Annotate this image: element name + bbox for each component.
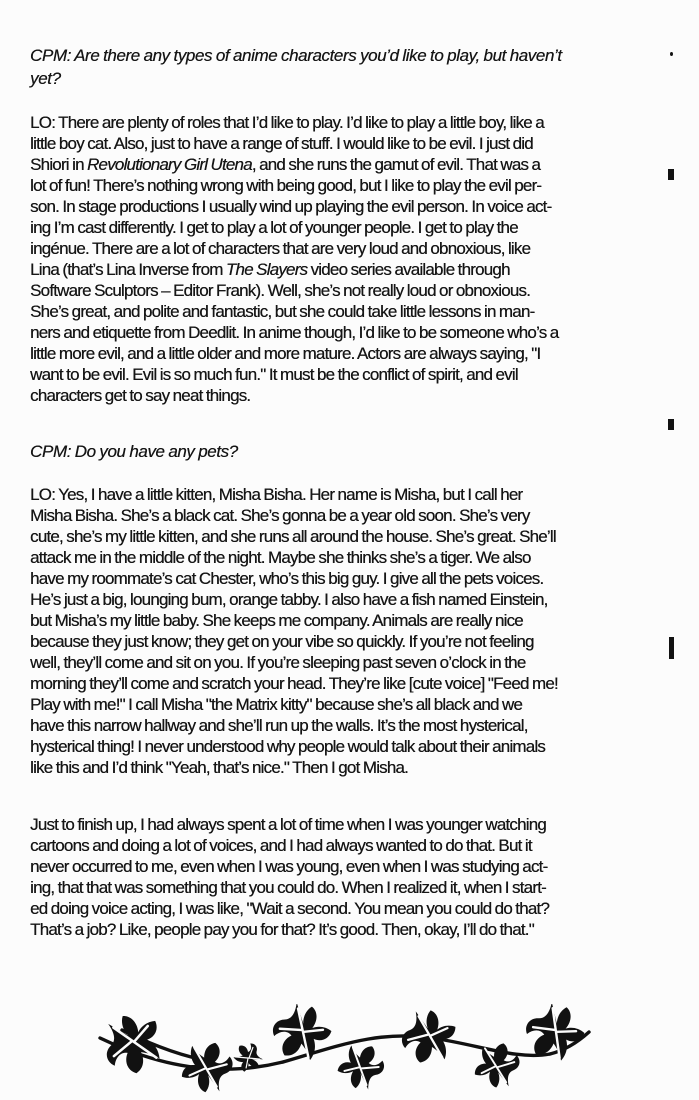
text-line: attack me in the middle of the night. Maybe she thinks she’s a tiger. We also <box>30 548 531 567</box>
text-line: Lina (that’s Lina Inverse from The Slayers video series available through <box>30 260 510 279</box>
text-line: CPM: Are there any types of anime characters you’d like to play, but haven’t <box>30 46 562 65</box>
text-line: like this and I’d think "Yeah, that’s nice." Then I got Misha. <box>30 758 408 777</box>
text-line: little more evil, and a little older and more mature. Actors are always saying, "I <box>30 344 541 363</box>
text-line: That’s a job? Like, people pay you for that? It’s good. Then, okay, I’ll do that." <box>30 920 534 939</box>
scan-artifact-mark <box>668 419 674 430</box>
interview-answer-1 <box>30 112 680 406</box>
text-line: characters get to say neat things. <box>30 386 251 405</box>
scan-artifact-mark <box>669 637 674 659</box>
text-line: Misha Bisha. She’s a black cat. She’s gonna be a year old soon. She’s very <box>30 506 530 525</box>
text-line: Just to finish up, I had always spent a lot of time when I was younger watching <box>30 815 546 834</box>
text-line: well, they’ll come and sit on you. If you’re sleeping past seven o’clock in the <box>30 653 526 672</box>
interview-question-2 <box>30 440 680 463</box>
text-line: morning they’ll come and scratch your head. They’re like [cute voice] "Feed me! <box>30 674 558 693</box>
scan-artifact-mark <box>670 52 673 56</box>
text-line: ing, that that was something that you could do. When I realized it, when I start- <box>30 878 546 897</box>
text-line: She’s great, and polite and fantastic, but she could take little lessons in man- <box>30 302 535 321</box>
text-line: hysterical thing! I never understood why people would talk about their animals <box>30 737 546 756</box>
text-line: have my roommate’s cat Chester, who’s this big guy. I give all the pets voices. <box>30 569 544 588</box>
text-line: lot of fun! There’s nothing wrong with being good, but I like to play the evil per- <box>30 176 542 195</box>
closing-paragraph <box>30 814 680 940</box>
text-line: never occurred to me, even when I was young, even when I was studying act- <box>30 857 548 876</box>
text-line: little boy cat. Also, just to have a range of stuff. I would like to be evil. I just did <box>30 134 533 153</box>
interview-answer-2 <box>30 484 680 778</box>
text-line: Software Sculptors – Editor Frank). Well, she’s not really loud or obnoxious. <box>30 281 530 300</box>
ivy-vine-ornament-icon <box>88 1004 593 1099</box>
text-line: cartoons and doing a lot of voices, and I had always wanted to do that. But it <box>30 836 532 855</box>
text-line: have this narrow hallway and she’ll run up the walls. It’s the most hysterical, <box>30 716 528 735</box>
text-line: son. In stage productions I usually wind up playing the evil person. In voice act- <box>30 197 552 216</box>
text-line: ed doing voice acting, I was like, "Wait a second. You mean you could do that? <box>30 899 549 918</box>
text-line: Play with me!" I call Misha "the Matrix kitty" because she’s all black and we <box>30 695 523 714</box>
text-line: CPM: Do you have any pets? <box>30 442 238 461</box>
text-line: because they just know; they get on your vibe so quickly. If you’re not feeling <box>30 632 534 651</box>
text-line: but Misha’s my little baby. She keeps me company. Animals are really nice <box>30 611 523 630</box>
text-line: LO: There are plenty of roles that I’d like to play. I’d like to play a little boy, like a <box>30 113 544 132</box>
text-line: ing I’m cast differently. I get to play a lot of younger people. I get to play the <box>30 218 518 237</box>
text-line: want to be evil. Evil is so much fun." It must be the conflict of spirit, and evil <box>30 365 518 384</box>
interview-question-1 <box>30 44 680 90</box>
scan-artifact-mark <box>668 169 674 180</box>
text-line: yet? <box>30 69 61 88</box>
text-line: He’s just a big, lounging bum, orange tabby. I also have a fish named Einstein, <box>30 590 548 609</box>
text-line: ners and etiquette from Deedlit. In anime though, I’d like to be someone who’s a <box>30 323 559 342</box>
text-line: ingénue. There are a lot of characters that are very loud and obnoxious, like <box>30 239 531 258</box>
text-line: LO: Yes, I have a little kitten, Misha Bisha. Her name is Misha, but I call her <box>30 485 523 504</box>
text-line: cute, she’s my little kitten, and she runs all around the house. She’s great. She’ll <box>30 527 556 546</box>
text-line: Shiori in Revolutionary Girl Utena, and she runs the gamut of evil. That was a <box>30 155 541 174</box>
